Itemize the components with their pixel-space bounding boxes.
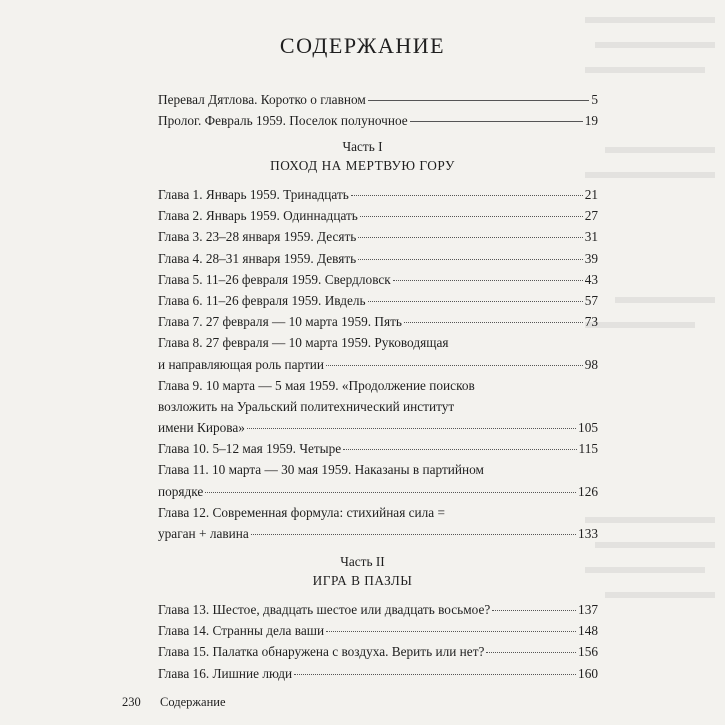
toc-entry-page: 148: [578, 623, 598, 639]
leader-dots: [343, 449, 576, 450]
toc-entry[interactable]: [158, 184, 598, 205]
toc-entry-page: 105: [578, 420, 598, 436]
toc-entry-title: Глава 4. 28–31 января 1959. Девять: [158, 250, 357, 266]
toc-entry-page: 98: [584, 356, 598, 372]
toc-part-2: [158, 599, 598, 684]
leader-dots: [360, 216, 583, 217]
toc-part-1: [158, 184, 598, 544]
toc-entry[interactable]: [158, 269, 598, 290]
toc-entry-title: порядке: [158, 483, 204, 499]
leader-dots: [492, 610, 576, 611]
toc-entry-title: Пролог. Февраль 1959. Поселок полуночное: [158, 113, 408, 129]
toc-entry-title: ураган + лавина: [158, 526, 249, 541]
toc-entry-page: 21: [584, 187, 598, 202]
toc-entry-page: 133: [578, 526, 598, 541]
toc-entry[interactable]: [158, 417, 598, 438]
toc-entry[interactable]: [158, 226, 598, 247]
toc-entry-page: 126: [578, 483, 598, 499]
toc-entry[interactable]: [158, 481, 598, 502]
toc-entry[interactable]: [158, 311, 598, 332]
toc-entry-title-line[interactable]: Глава 9. 10 марта — 5 мая 1959. «Продолжение поисков: [158, 377, 475, 393]
toc-entry[interactable]: [158, 523, 598, 544]
toc-entry[interactable]: [158, 248, 598, 269]
leader-line: [410, 121, 583, 122]
toc-entry-page: 43: [584, 271, 598, 287]
toc-entry-title: Перевал Дятлова. Коротко о главном: [158, 92, 366, 107]
toc-entry-page: 31: [584, 229, 598, 245]
toc-entry[interactable]: [158, 641, 598, 662]
leader-dots: [251, 534, 576, 535]
toc-entry-title-line[interactable]: возложить на Уральский политехнический институт: [158, 398, 455, 414]
toc-entry-title: Глава 5. 11–26 февраля 1959. Свердловск: [158, 271, 391, 287]
part-1-label: Часть I: [342, 139, 383, 154]
leader-dots: [486, 652, 576, 653]
part-1-title: ПОХОД НА МЕРТВУЮ ГОРУ: [270, 158, 455, 173]
page-title: СОДЕРЖАНИЕ: [279, 33, 446, 58]
leader-dots: [205, 492, 576, 493]
part-2-title: ИГРА В ПАЗЛЫ: [312, 573, 413, 588]
toc-entry-title: Глава 14. Странны дела ваши: [158, 623, 325, 639]
leader-dots: [247, 428, 576, 429]
toc-entry-title: имени Кирова»: [158, 420, 245, 436]
leader-dots: [294, 674, 576, 675]
toc-entry-page: 137: [578, 602, 598, 617]
toc-entry-title-line[interactable]: Глава 8. 27 февраля — 10 марта 1959. Руководящая: [158, 335, 449, 351]
toc-intro: [158, 89, 598, 131]
toc-entry-page: 57: [584, 292, 598, 308]
toc-entry-page: 19: [584, 113, 598, 129]
toc-entry-title: Глава 2. Январь 1959. Одиннадцать: [158, 208, 358, 224]
toc-entry-page: 5: [591, 92, 598, 107]
toc-entry-title: Глава 3. 23–28 января 1959. Десять: [158, 229, 357, 245]
toc-entry-title-line[interactable]: Глава 11. 10 марта — 30 мая 1959. Наказаны в партийном: [158, 462, 484, 478]
toc-entry[interactable]: [158, 620, 598, 641]
toc-entry[interactable]: [158, 290, 598, 311]
leader-dots: [404, 322, 583, 323]
leader-dots: [351, 195, 583, 196]
leader-dots: [368, 301, 583, 302]
leader-dots: [358, 259, 582, 260]
toc-entry-page: 156: [578, 644, 598, 660]
leader-line: [368, 100, 590, 101]
toc-entry[interactable]: [158, 205, 598, 226]
toc-entry-title: Глава 6. 11–26 февраля 1959. Ивдель: [158, 292, 366, 308]
toc-entry-title: Глава 16. Лишние люди: [158, 665, 293, 681]
toc-entry-page: 73: [584, 314, 598, 330]
toc-entry-title: и направляющая роль партии: [158, 356, 324, 372]
toc-entry-page: 27: [584, 208, 598, 224]
leader-dots: [393, 280, 583, 281]
toc-entry[interactable]: [158, 599, 598, 620]
toc-entry-title: Глава 10. 5–12 мая 1959. Четыре: [158, 441, 342, 457]
toc-entry-title-line[interactable]: Глава 12. Современная формула: стихийная сила =: [158, 504, 446, 520]
leader-dots: [326, 631, 576, 632]
toc-entry-title: Глава 13. Шестое, двадцать шестое или двадцать восьмое?: [158, 602, 491, 617]
toc-entry-title: Глава 7. 27 февраля — 10 марта 1959. Пять: [158, 314, 402, 330]
toc-entry-page: 160: [578, 665, 598, 681]
toc-entry[interactable]: [158, 110, 598, 131]
footer-section: Содержание: [160, 695, 226, 709]
toc-entry-title: Глава 1. Январь 1959. Тринадцать: [158, 187, 349, 202]
leader-dots: [358, 237, 582, 238]
toc-entry-title: Глава 15. Палатка обнаружена с воздуха. Верить или нет?: [158, 644, 485, 660]
leader-dots: [326, 365, 583, 366]
footer-page-number: 230: [122, 695, 141, 709]
toc-entry-page: 39: [584, 250, 598, 266]
toc-entry[interactable]: [158, 438, 598, 459]
part-2-label: Часть II: [340, 554, 385, 569]
toc-entry[interactable]: [158, 354, 598, 375]
toc-entry[interactable]: [158, 89, 598, 110]
toc-entry[interactable]: [158, 663, 598, 684]
toc-entry-page: 115: [578, 441, 598, 457]
